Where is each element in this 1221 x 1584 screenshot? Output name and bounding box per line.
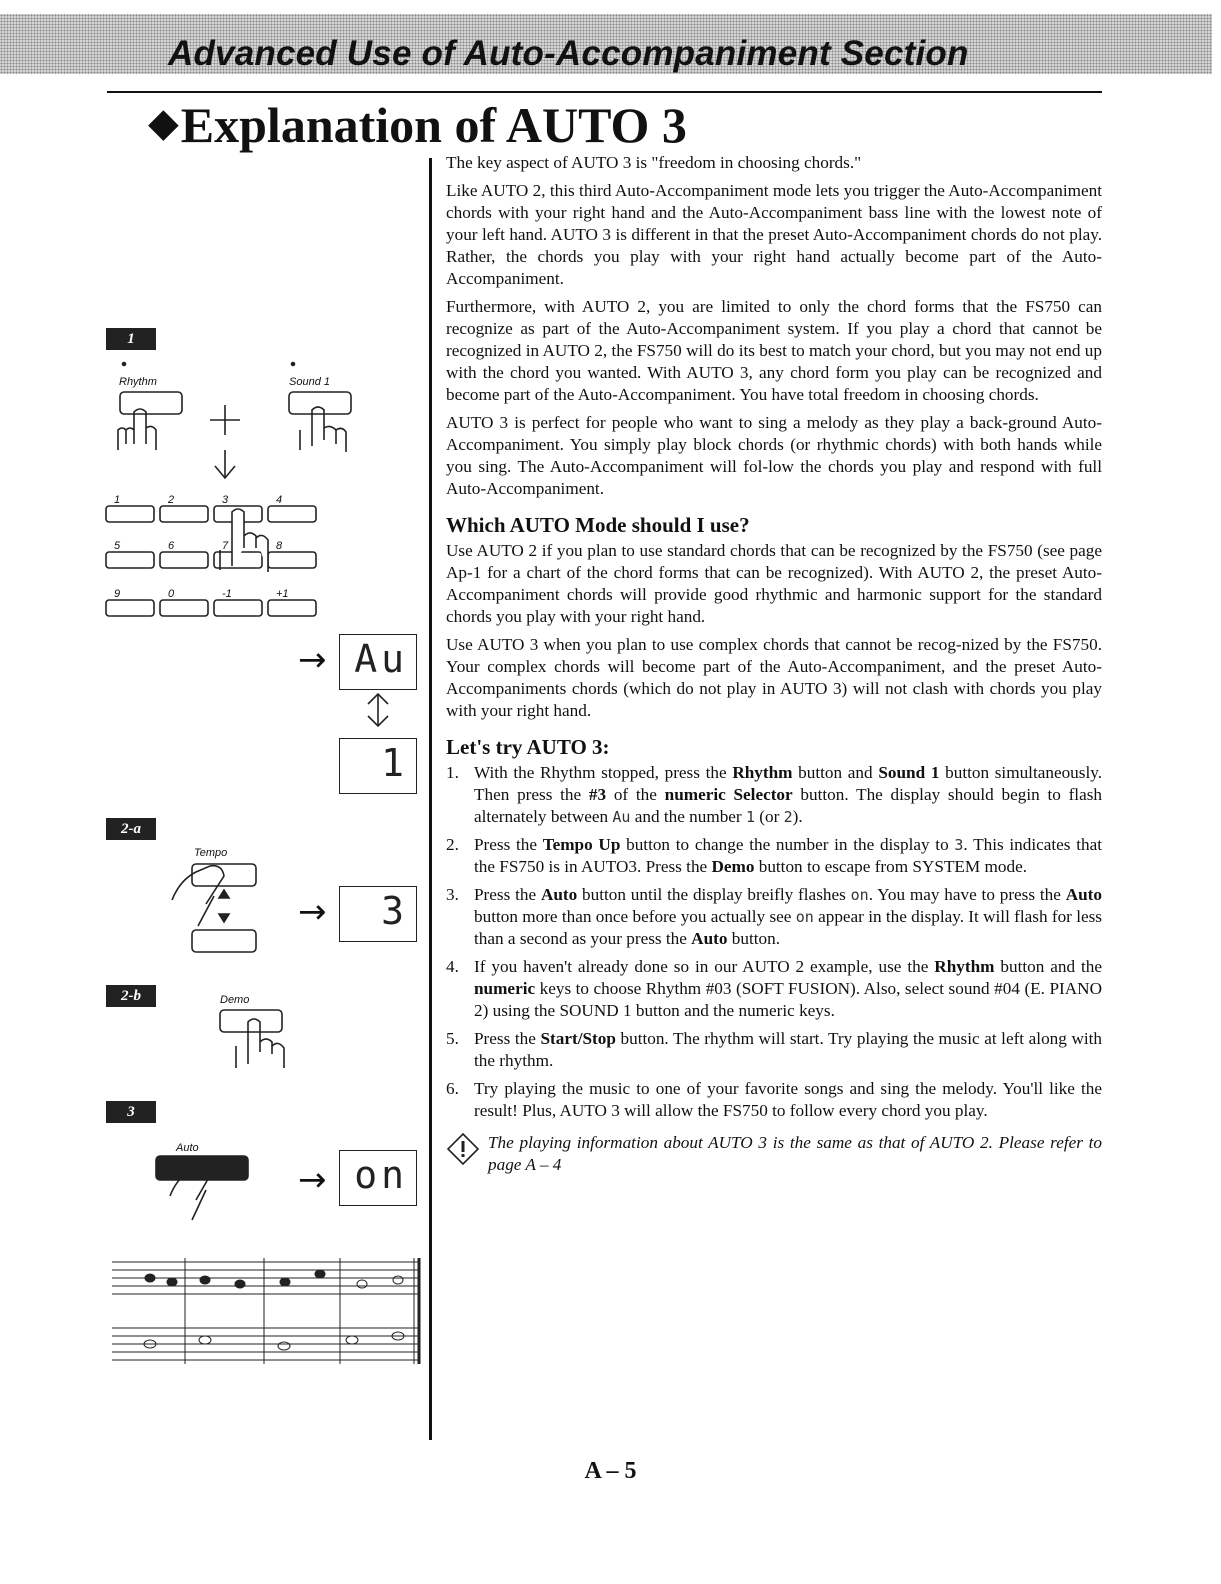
step-badge-3: 3: [106, 1101, 156, 1123]
key-label-1: 1: [114, 494, 121, 506]
key-label-0: 0: [168, 588, 175, 600]
display-lcd-3: 3: [339, 886, 417, 942]
rhythm-button-label: Rhythm: [119, 376, 157, 388]
note-text: The playing information about AUTO 3 is the same as that of AUTO 2. Please refer to page A – 4: [488, 1133, 1102, 1174]
display-lcd-au: Au: [339, 634, 417, 690]
auto-button-label: Auto: [176, 1142, 199, 1154]
key-label-minus1: -1: [222, 588, 232, 600]
arrow-right-icon: →: [298, 640, 327, 680]
page-number: A – 5: [584, 1458, 637, 1484]
key-label-6: 6: [168, 540, 175, 552]
paragraph: Use AUTO 2 if you plan to use standard chords that can be recognized by the FS750 (see page Ap-1 for a chart of the chord forms that can be recognized). With AUTO 2, the preset Auto-Accompaniment chords will provide good rhythmic and harmonic support for the standard chords you play with your right hand.: [446, 541, 1102, 626]
paragraph: Like AUTO 2, this third Auto-Accompaniment mode lets you trigger the Auto-Accompaniment chords with your right hand and the Auto-Accompaniment bass line with the lowest note of your left hand. AUTO 3 is different in that the preset Auto-Accompaniment chords do not play. Rather, the chords you play with your right hand actually become part of the Auto-Accompaniment.: [446, 181, 1102, 288]
key-label-2: 2: [168, 494, 175, 506]
auto-button[interactable]: [156, 1156, 248, 1180]
key-label-plus1: +1: [276, 588, 289, 600]
key-label-7: 7: [222, 540, 229, 552]
key-label-8: 8: [276, 540, 283, 552]
text-column: [446, 152, 1102, 1176]
display-lcd-on: on: [339, 1150, 417, 1206]
music-staff: [112, 1258, 420, 1364]
diamond-icon: ◆: [148, 100, 179, 145]
key-label-3: 3: [222, 494, 229, 506]
paragraph: Use AUTO 3 when you plan to use complex chords that cannot be recog-nized by the FS750. Your complex chords will become part of the Auto-Accompaniment, and the preset Auto-Accompaniments chords (which do not play in AUTO 3) will not clash with chords you play with your right hand.: [446, 635, 1102, 720]
sound1-button-label: Sound 1: [289, 376, 330, 388]
key-label-9: 9: [114, 588, 121, 600]
paragraph: The key aspect of AUTO 3 is "freedom in choosing chords.": [446, 153, 862, 172]
arrow-right-icon-3: →: [298, 1160, 327, 1200]
paragraph: Furthermore, with AUTO 2, you are limited to only the chord forms that the FS750 can recognize as part of the Auto-Accompaniment system. If you play a chord that cannot be recognized in AUTO 2, the FS750 will do its best to match your chord, but you may not end up with the chord you wanted. With AUTO 3, any chord form you play can be recognized and become part of the Auto-Accompaniment. You have total freedom in choosing chords.: [446, 297, 1102, 404]
warning-icon: [446, 1132, 480, 1166]
list-item: 5. Press the Start/Stop button. The rhythm will start. Try playing the music at left along with the rhythm.: [446, 1029, 1102, 1070]
rhythm-button[interactable]: [120, 392, 182, 414]
finger-press-icon: [118, 409, 156, 450]
steps-list: [446, 762, 1102, 1122]
list-item: 6. Try playing the music to one of your favorite songs and sing the melody. You'll like the result! Plus, AUTO 3 will allow the FS750 to follow every chord you play.: [446, 1079, 1102, 1120]
display-lcd-1: 1: [339, 738, 417, 794]
demo-button-label: Demo: [220, 994, 250, 1006]
list-item: 1. With the Rhythm stopped, press the Rhythm button and Sound 1 button simultaneously. Then press the #3 of the numeric Selector button. The display should begin to flash alternately between Au and the number 1 (or 2).: [446, 763, 1102, 826]
key-label-5: 5: [114, 540, 121, 552]
arrow-right-icon-2: →: [298, 892, 327, 932]
page-title-text: Explanation of AUTO 3: [180, 97, 687, 153]
sound1-button[interactable]: [289, 392, 351, 414]
section-heading: Let's try AUTO 3:: [446, 735, 610, 759]
step-badge-2a: 2-a: [106, 818, 156, 840]
list-item: 3. Press the Auto button until the display breifly flashes on. You may have to press the Auto button more than once before you actually see on appear in the display. It will flash for less than a second as your press the Auto button.: [446, 885, 1102, 948]
banner-title: Advanced Use of Auto-Accompaniment Section: [168, 34, 969, 73]
list-item: 4. If you haven't already done so in our AUTO 2 example, use the Rhythm button and the numeric keys to choose Rhythm #03 (SOFT FUSION). Also, select sound #04 (E. PIANO 2) using the SOUND 1 button and the numeric keys.: [446, 957, 1102, 1020]
tempo-down-button[interactable]: [192, 930, 256, 952]
section-heading: Which AUTO Mode should I use?: [446, 513, 750, 537]
note: [446, 1132, 1102, 1176]
tempo-button-label: Tempo: [194, 847, 228, 859]
key-label-4: 4: [276, 494, 283, 506]
demo-button[interactable]: [220, 1010, 282, 1032]
step-badge-1: 1: [106, 328, 156, 350]
step-badge-2b: 2-b: [106, 985, 156, 1007]
list-item: 2. Press the Tempo Up button to change the number in the display to 3. This indicates that the FS750 is in AUTO3. Press the Demo button to escape from SYSTEM mode.: [446, 835, 1102, 876]
paragraph: AUTO 3 is perfect for people who want to sing a melody as they play a back-ground Auto-Accompaniment. You simply play block chords (or rhythmic chords) with both hands while you sing. The Auto-Accompaniment will fol-low the chords you play and respond with full Auto-Accompaniment.: [446, 413, 1102, 498]
